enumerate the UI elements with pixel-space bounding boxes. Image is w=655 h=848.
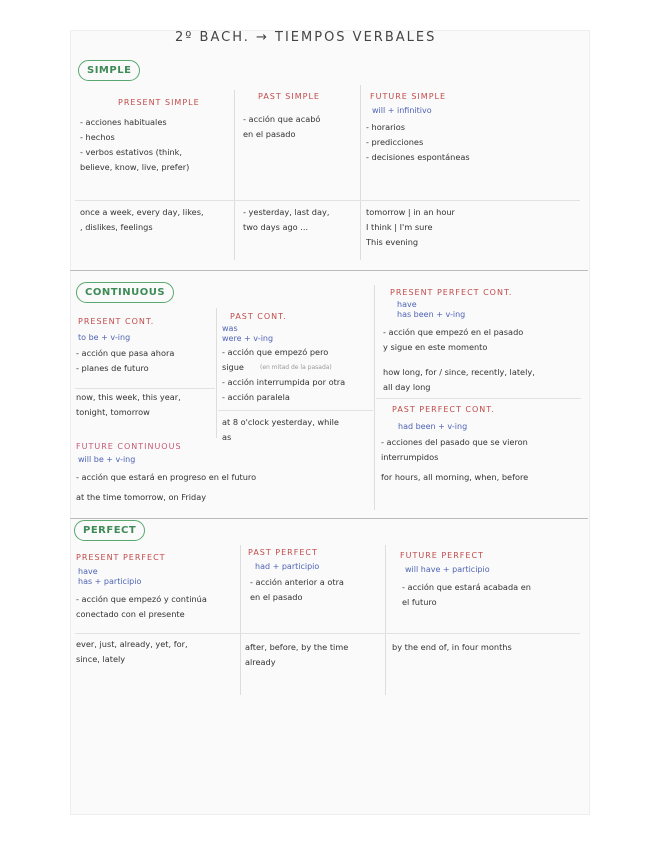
future-perfect-uses: - acción que estará acabada en el futuro xyxy=(402,582,531,607)
future-cont-uses: - acción que estará en progreso en el futuro xyxy=(76,472,257,482)
section-divider xyxy=(70,270,588,271)
row-divider xyxy=(75,633,580,634)
present-simple-uses: - acciones habituales - hechos - verbos estativos (think, believe, know, live, prefer) xyxy=(80,117,190,172)
section-label-simple: SIMPLE xyxy=(78,60,140,81)
future-simple-markers: tomorrow | in an hour I think | I'm sure This evening xyxy=(366,207,455,247)
past-cont-formula: was were + v-ing xyxy=(222,324,274,343)
future-simple-heading: FUTURE SIMPLE xyxy=(370,92,447,101)
section-label-perfect: PERFECT xyxy=(74,520,145,541)
past-perfect-cont-formula: had been + v-ing xyxy=(398,422,468,431)
present-cont-markers: now, this week, this year, tonight, tomorrow xyxy=(76,392,181,417)
present-simple-heading: PRESENT SIMPLE xyxy=(118,98,200,107)
future-cont-markers: at the time tomorrow, on Friday xyxy=(76,492,207,502)
present-perfect-uses: - acción que empezó y continúa conectado con el presente xyxy=(76,594,207,619)
past-simple-heading: PAST SIMPLE xyxy=(258,92,320,101)
past-cont-uses: - acción que empezó pero sigue - acción interrumpida por otra - acción paralela xyxy=(222,347,346,402)
future-simple-uses: - horarios - predicciones - decisiones espontáneas xyxy=(366,122,470,162)
present-simple-markers: once a week, every day, likes, , dislikes, feelings xyxy=(80,207,204,232)
present-perfect-cont-heading: PRESENT PERFECT CONT. xyxy=(390,288,513,297)
divider xyxy=(374,285,375,510)
past-cont-heading: PAST CONT. xyxy=(230,312,287,321)
past-perfect-uses: - acción anterior a otra en el pasado xyxy=(250,577,344,602)
past-cont-note: (en mitad de la pasada) xyxy=(260,364,332,371)
divider xyxy=(360,85,361,260)
section-divider xyxy=(70,518,588,519)
past-perfect-markers: after, before, by the time already xyxy=(245,642,349,667)
divider xyxy=(240,545,241,695)
present-perfect-cont-uses: - acción que empezó en el pasado y sigue en este momento xyxy=(383,327,524,352)
row-divider xyxy=(75,200,580,201)
future-cont-heading: FUTURE CONTINUOUS xyxy=(76,442,182,451)
future-perfect-markers: by the end of, in four months xyxy=(392,642,512,652)
present-perfect-markers: ever, just, already, yet, for, since, lately xyxy=(76,639,188,664)
present-perfect-cont-formula: have has been + v-ing xyxy=(397,300,466,319)
present-cont-uses: - acción que pasa ahora - planes de futuro xyxy=(76,348,175,373)
section-label-continuous: CONTINUOUS xyxy=(76,282,174,303)
past-perfect-heading: PAST PERFECT xyxy=(248,548,318,557)
present-cont-formula: to be + v-ing xyxy=(78,333,131,342)
future-perfect-formula: will have + participio xyxy=(405,565,490,574)
past-simple-markers: - yesterday, last day, two days ago ... xyxy=(243,207,330,232)
row-divider xyxy=(75,388,215,389)
present-perfect-heading: PRESENT PERFECT xyxy=(76,553,166,562)
row-divider xyxy=(218,410,373,411)
divider xyxy=(216,308,217,438)
present-perfect-cont-markers: how long, for / since, recently, lately, all day long xyxy=(383,367,535,392)
past-simple-uses: - acción que acabó en el pasado xyxy=(243,114,321,139)
present-perfect-formula: have has + participio xyxy=(78,567,142,586)
future-simple-formula: will + infinitivo xyxy=(372,106,432,115)
present-cont-heading: PRESENT CONT. xyxy=(78,317,155,326)
divider xyxy=(234,90,235,260)
future-perfect-heading: FUTURE PERFECT xyxy=(400,551,484,560)
past-perfect-formula: had + participio xyxy=(255,562,320,571)
past-perfect-cont-heading: PAST PERFECT CONT. xyxy=(392,405,495,414)
row-divider xyxy=(376,398,581,399)
past-cont-markers: at 8 o'clock yesterday, while as xyxy=(222,417,339,442)
page-title: 2º BACH. → TIEMPOS VERBALES xyxy=(175,30,437,45)
future-cont-formula: will be + v-ing xyxy=(78,455,136,464)
past-perfect-cont-uses: - acciones del pasado que se vieron interrumpidos xyxy=(381,437,528,462)
divider xyxy=(385,545,386,695)
past-perfect-cont-markers: for hours, all morning, when, before xyxy=(381,472,529,482)
